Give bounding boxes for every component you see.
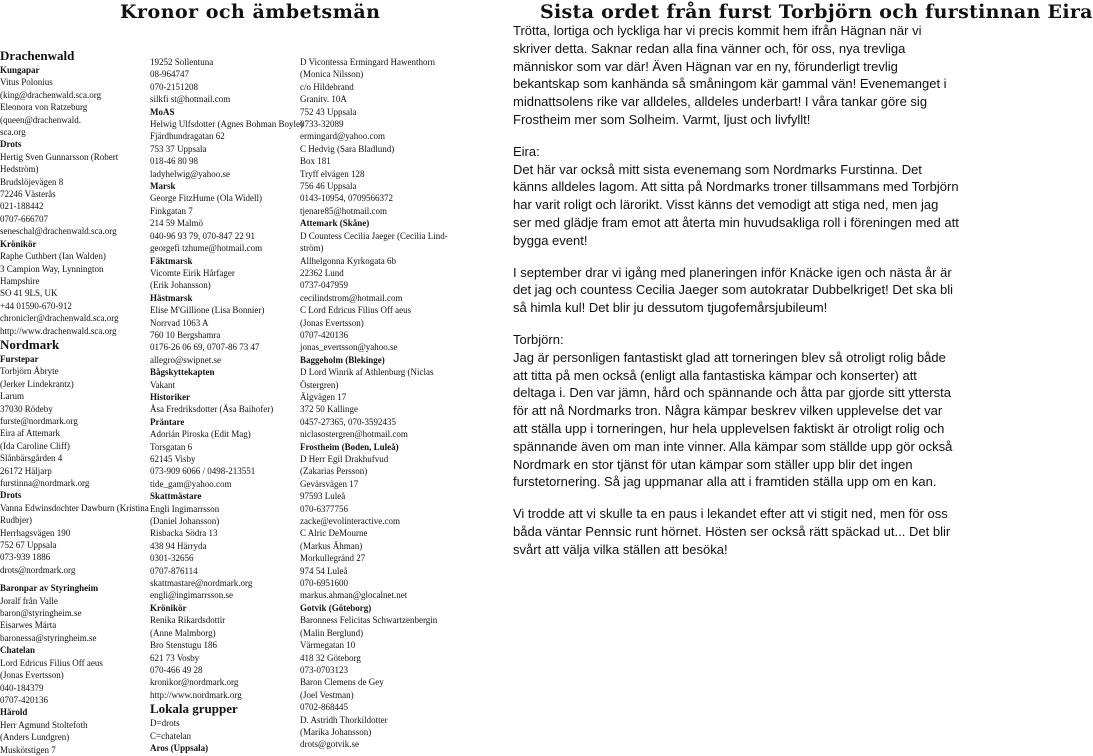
directory-line: 0457-27365, 070-3592435 (300, 416, 396, 427)
directory-line: tjenare85@hotmail.com (300, 205, 388, 216)
directory-role: Baggeholm (Blekinge) (300, 354, 385, 365)
directory-line: D. Astridh Thorkildotter (300, 714, 388, 725)
directory-role: Chatelan (0, 645, 36, 656)
directory-line: Lord Edricus Filius Off aeus (0, 657, 103, 668)
directory-line: Larum (0, 391, 24, 402)
directory-line: 040-96 93 79, 070-847 22 91 (150, 230, 255, 241)
directory-line: 070-466 49 28 (150, 664, 203, 675)
directory-line: ladyhelwig@yahoo.se (150, 168, 231, 179)
directory-role: Gotvik (Göteborg) (300, 602, 372, 613)
directory-line: Älgvägen 17 (300, 391, 347, 402)
directory-line: Muskötstigen 7 (0, 744, 56, 755)
directory-line: Tryff elvägen 128 (300, 168, 365, 179)
directory-line: Gevärsvägen 17 (300, 478, 359, 489)
directory-line: Eisarwes Märta (0, 620, 57, 631)
last-word-article (513, 22, 960, 646)
directory-line: D Countess Cecilia Jaeger (Cecilia Lind- (300, 230, 448, 241)
directory-line: http://www.drachenwald.sca.org (0, 325, 117, 336)
directory-line: C Alric DeMourne (300, 528, 368, 539)
directory-line: 073-0703123 (300, 664, 348, 675)
directory-line: D=drots (150, 718, 180, 729)
directory-line: +44 01590-670-912 (0, 300, 72, 311)
directory-line: Adorián Piroska (Edit Mag) (150, 429, 251, 440)
directory-line: (Jonas Evertsson) (0, 670, 64, 681)
directory-line: 0707-420136 (0, 694, 48, 705)
directory-line: (Ida Caroline Cliff) (0, 440, 70, 451)
directory-line: 760 10 Bergshamra (150, 329, 221, 340)
directory-line: Helwig Ulfsdotter (Agnes Bohman Boyle) (150, 119, 303, 130)
directory-line: cecilindstrom@hotmail.com (300, 292, 403, 303)
header-right-title: Sista ordet från furst Torbjörn och furstinnan Eira (540, 1, 1093, 23)
directory-role: Marsk (150, 181, 176, 192)
directory-role: Skattmästare (150, 491, 202, 502)
directory-column-2 (150, 56, 303, 753)
directory-line: Rudbjer) (0, 515, 32, 526)
directory-line: skattmastare@nordmark.org (150, 578, 253, 589)
directory-line: 418 32 Göteborg (300, 652, 361, 663)
directory-line: Herrhagsvägen 190 (0, 527, 71, 538)
directory-line: Joralf från Valle (0, 595, 58, 606)
directory-line: 0301-32656 (150, 553, 194, 564)
directory-role: Krönikör (150, 602, 187, 613)
directory-line: 752 43 Uppsala (300, 106, 357, 117)
directory-line: Norrvad 1063 A (150, 317, 209, 328)
directory-line: Slånbärsgården 4 (0, 453, 63, 464)
directory-line: Torbjörn Åbryte (0, 366, 59, 377)
directory-role: Kungapar (0, 65, 40, 75)
directory-line: Östergren) (300, 379, 339, 390)
directory-line: Box 181 (300, 156, 331, 167)
directory-line: drots@nordmark.org (0, 564, 76, 575)
directory-line: Raphe Cuthbert (Ian Walden) (0, 251, 106, 262)
directory-line: allegro@swipnet.se (150, 354, 222, 365)
directory-role: Präntare (150, 416, 185, 427)
directory-line: 021-188442 (0, 201, 44, 212)
directory-line: Värmegatan 10 (300, 640, 356, 651)
directory-line: C Lord Edricus Filius Off aeus (300, 305, 412, 316)
directory-line: Vitus Polonius (0, 77, 53, 88)
directory-line: 752 67 Uppsala (0, 540, 57, 551)
directory-line: 19252 Sollentuna (150, 57, 214, 67)
directory-line: 070-6377756 (300, 503, 348, 514)
directory-line: 97593 Luleå (300, 491, 346, 502)
directory-line: (Zakarias Persson) (300, 466, 368, 477)
directory-line: c/o Hildebrand (300, 81, 354, 92)
article-paragraph: Eira: Det här var också mitt sista evenemang som Nordmarks Furstinna. Det känns alldeles lagom. Att sitta på Nordmarks troner tillsammans med Torbjörn har varit roligt och lärorikt. Visst känns det vemodigt att stiga ned, men jag ser med glädje fram emot att återta min huvudsakliga roll i föreningen med att bygga event! (513, 143, 959, 248)
directory-line: 070-2151208 (150, 81, 198, 92)
directory-line: SO 41 9LS, UK (0, 288, 58, 299)
directory-line: 0733-32089 (300, 119, 344, 130)
directory-line: (Malin Berglund) (300, 627, 364, 638)
directory-line: 070-6951600 (300, 578, 348, 589)
directory-line: Hampshire (0, 275, 40, 286)
directory-line: Eleonora von Ratzeburg (0, 102, 88, 113)
directory-line: 08-964747 (150, 69, 189, 80)
directory-role: Furstepar (0, 353, 39, 364)
directory-heading: Lokala grupper (150, 701, 238, 717)
directory-line: Granitv. 10A (300, 94, 347, 105)
directory-line: D Herr Egil Drakhufvud (300, 454, 389, 464)
directory-line: sca.org (0, 127, 26, 138)
directory-line: Baronness Felicitas Schwartzenbergin (300, 615, 438, 626)
directory-line: Eira af Attemark (0, 428, 60, 439)
directory-line: Vicomte Eirik Hårfager (150, 267, 235, 278)
directory-role: Hästmarsk (150, 292, 193, 303)
directory-line: 22362 Lund (300, 267, 344, 278)
directory-role: Bågskyttekapten (150, 367, 215, 378)
directory-line: 621 73 Vosby (150, 652, 200, 663)
directory-line: tide_gam@yahoo.com (150, 478, 232, 489)
directory-line: silkfi st@hotmail.com (150, 94, 231, 105)
directory-role: Härold (0, 707, 28, 718)
directory-line: 0143-10954, 0709566372 (300, 193, 393, 204)
directory-role: Historiker (150, 391, 190, 402)
directory-line: seneschal@drachenwald.sca.org (0, 226, 117, 237)
directory-line: baronessa@styringheim.se (0, 632, 97, 643)
directory-line: 753 37 Uppsala (150, 143, 207, 154)
directory-line: (Erik Johansson) (150, 280, 211, 291)
directory-line: 756 46 Uppsala (300, 181, 357, 192)
directory-line: furstinna@nordmark.org (0, 478, 90, 488)
directory-role: Drots (0, 139, 22, 150)
directory-column-3 (300, 56, 448, 750)
directory-line: 974 54 Luleå (300, 565, 348, 576)
directory-line: Bro Stenstugu 186 (150, 640, 218, 651)
directory-line: 0707-666707 (0, 213, 48, 224)
directory-line: Fjärdhundragatan 62 (150, 131, 225, 142)
directory-line: Renika Rikardsdottir (150, 615, 226, 626)
directory-line: chronicler@drachenwald.sca.org (0, 313, 119, 324)
directory-line: 018-46 80 98 (150, 156, 198, 167)
directory-line: georgefi tzhume@hotmail.com (150, 243, 263, 254)
directory-line: Herr Agmund Stoltefoth (0, 719, 88, 730)
directory-line: Vanna Edwinsdochter Dawburn (Kristina (0, 502, 149, 513)
directory-role: Krönikör (0, 238, 37, 249)
directory-heading: Drachenwald (0, 48, 75, 63)
directory-line: Brudslöjevägen 8 (0, 176, 64, 187)
directory-line: ermingard@yahoo.com (300, 131, 386, 142)
directory-line: 62145 Visby (150, 454, 196, 464)
directory-line: markus.ahman@glocalnet.net (300, 590, 408, 601)
directory-line: 0737-047959 (300, 280, 348, 291)
article-paragraph: Torbjörn: Jag är personligen fantastiskt glad att torneringen blev så otroligt rolig både att titta på men också (enligt alla fantastiska kämpar och konserter) att deltaga i. Den var jämn, hård och spännande och åtta par gjorde sitt yttersta för att nå Nordmarks tron. Några kämpar beskrev vilken upplevelse det var att ställa upp i torneringen, hur hela upplevelsen faktiskt är otroligt rolig och spännande även om man inte vinner. Alla kämpar som ställde upp gör också Nordmark en stor tjänst för utan kämpar som ställer upp blir det ingen furstetornering. Så jag uppmanar alla att i framtiden ställa upp om en kan. (513, 331, 953, 490)
directory-line: 073-909 6066 / 0498-213551 (150, 466, 256, 477)
directory-line: 26172 Häljarp (0, 465, 52, 476)
directory-line: Elise M'Gillione (Lisa Bonnier) (150, 305, 265, 316)
directory-line: Risbacka Södra 13 (150, 528, 218, 539)
directory-line: zacke@evolinteractive.com (300, 516, 400, 527)
directory-role: Drots (0, 490, 22, 501)
directory-line: drots@gotvik.se (300, 739, 360, 750)
directory-line: 0707-876114 (150, 565, 198, 576)
directory-line: (king@drachenwald.sca.org (0, 89, 102, 100)
directory-line: (Jonas Evertsson) (300, 317, 364, 328)
directory-line: niclasostergren@hotmail.com (300, 429, 408, 440)
directory-line: (Markus Ähman) (300, 540, 363, 551)
directory-line: baron@styringheim.se (0, 608, 82, 619)
directory-line: 72246 Västerås (0, 189, 56, 200)
directory-role: Aros (Uppsala) (150, 742, 209, 753)
directory-role: Frostheim (Boden, Luleå) (300, 441, 399, 452)
directory-line: http://www.nordmark.org (150, 689, 242, 700)
directory-line: C Hedvig (Sara Bladlund) (300, 143, 395, 154)
directory-line: (Anders Lundgren) (0, 732, 70, 743)
directory-line: (Jerker Lindekrantz) (0, 378, 74, 389)
article-paragraph: Vi trodde att vi skulle ta en paus i lekandet efter att vi stigit ned, men för oss båda väntar Pennsic runt hörnet. Hösten ser också rätt späckad ut... Det blir svårt att välja vilka ställen att besöka! (513, 506, 951, 557)
directory-line: D Vicontessa Ermingard Hawenthorn (300, 57, 436, 67)
directory-line: 040-184379 (0, 682, 44, 693)
directory-line: 0176-26 06 69, 0707-86 73 47 (150, 342, 260, 353)
directory-line: kronikor@nordmark.org (150, 677, 239, 688)
directory-line: Finkgatan 7 (150, 205, 193, 216)
directory-column-1 (0, 48, 149, 755)
directory-line: ström) (300, 243, 324, 254)
directory-line: (Marika Johansson) (300, 726, 372, 737)
directory-role: Fäktmarsk (150, 255, 193, 266)
directory-line: Allhelgonna Kyrkogata 6b (300, 255, 396, 266)
directory-line: 0707-420136 (300, 329, 348, 340)
directory-line: (Monica Nilsson) (300, 69, 364, 80)
article-paragraph: Trötta, lortiga och lyckliga har vi precis kommit hem ifrån Hägnan när vi skriver detta. Saknar redan alla fina vänner och, för oss, nya trevliga människor som var där! Även Hägnan var en ny, förunderligt trevlig bekantskap som kanhända så småningom kär gammal vän! Evenemanget i midnattsolens rike var alldeles, alldeles underbart! I våra tankar göre sig Frostheim mer som Solheim. Varmt, ljust och livfyllt! (513, 23, 947, 127)
directory-line: Torsgatan 6 (150, 441, 193, 452)
directory-line: Morkullegränd 27 (300, 553, 366, 564)
article-paragraph: I september drar vi igång med planeringen inför Knäcke igen och nästa år är det jag och countess Cecilia Jaeger som autokratar Dubbelkriget! Det ska bli så himla kul! Det blir ju dessutom tjugofemårsjubileum! (513, 264, 954, 316)
directory-line: 0702-868445 (300, 702, 348, 713)
directory-line: (queen@drachenwald. (0, 114, 81, 125)
directory-line: (Daniel Johansson) (150, 516, 220, 527)
directory-line: Hedström) (0, 164, 39, 175)
directory-line: 438 94 Härryda (150, 540, 207, 551)
directory-line: furste@nordmark.org (0, 415, 78, 426)
directory-line: Baron Clemens de Gey (300, 677, 384, 688)
header-left-title: Kronor och ämbetsmän (120, 1, 381, 23)
directory-line: Engli Ingimarrsson (150, 503, 220, 514)
directory-role: MoAS (150, 106, 175, 117)
directory-line: 214 59 Malmö (150, 218, 203, 229)
directory-heading: Nordmark (0, 336, 60, 352)
directory-line: Vakant (150, 379, 175, 390)
directory-line: Åsa Fredriksdotter (Åsa Baihofer) (150, 404, 274, 415)
directory-line: George FitzHume (Ola Widell) (150, 193, 263, 204)
directory-role: Baronpar av Styringheim (0, 583, 99, 594)
directory-line: Hertig Sven Gunnarsson (Robert (0, 151, 119, 162)
directory-line: D Lord Winrik af Athlenburg (Niclas (300, 367, 434, 378)
directory-line: engli@ingimarrsson.se (150, 590, 234, 601)
directory-line: 37030 Rödeby (0, 403, 53, 414)
directory-line: 073-939 1886 (0, 552, 51, 563)
directory-line: 372 50 Kallinge (300, 404, 358, 415)
directory-line: 3 Campion Way, Lynnington (0, 263, 104, 274)
directory-line: C=chatelan (150, 730, 192, 741)
directory-line: (Joel Vestman) (300, 689, 354, 700)
directory-line: (Anne Malmborg) (150, 627, 216, 638)
directory-line: jonas_evertsson@yahoo.se (300, 342, 398, 353)
directory-role: Attemark (Skåne) (300, 218, 370, 229)
